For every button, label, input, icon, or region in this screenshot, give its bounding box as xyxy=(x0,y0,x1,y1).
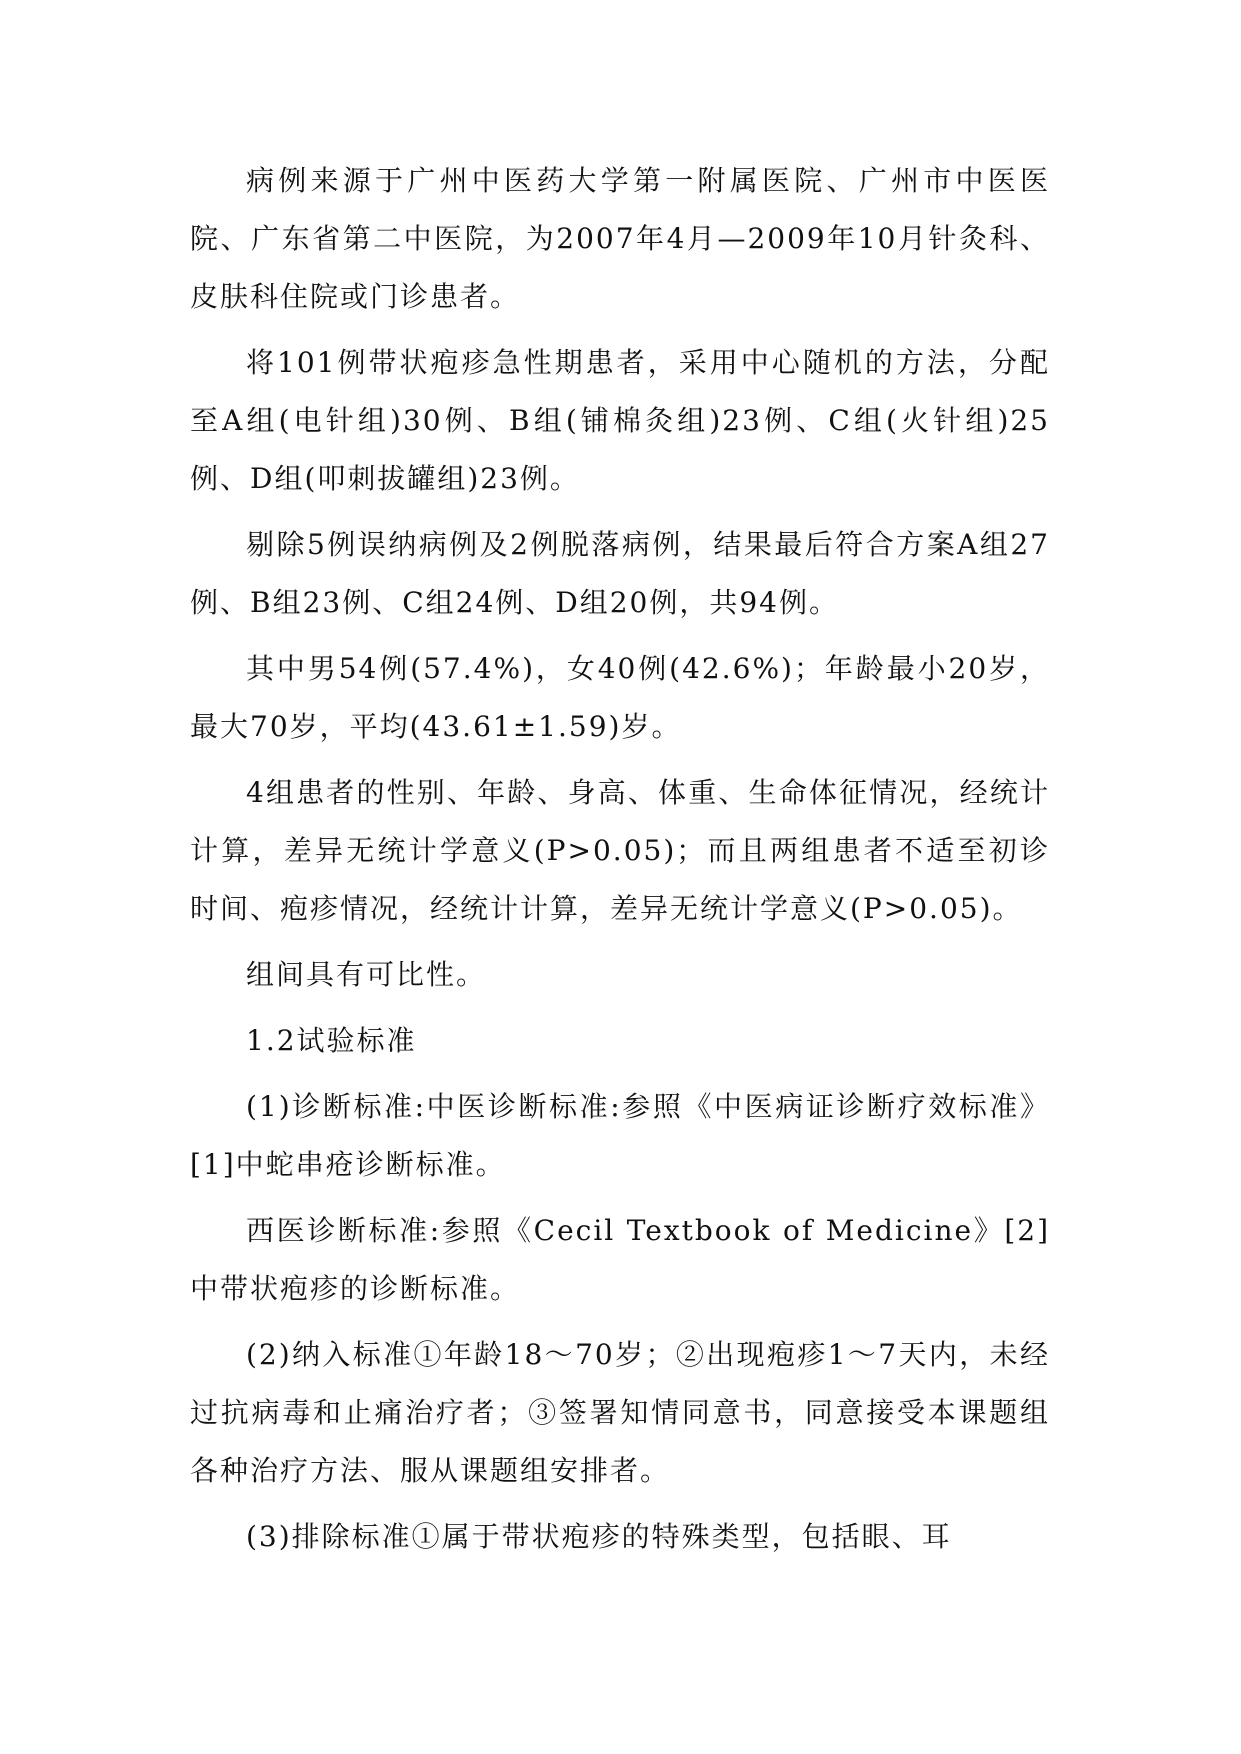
paragraph-inclusion-criteria: (2)纳入标准①年龄18～70岁；②出现疱疹1～7天内，未经过抗病毒和止痛治疗者；③签署知情同意书，同意接受本课题组各种治疗方法、服从课题组安排者。 xyxy=(190,1338,1050,1487)
paragraph-group-allocation: 将101例带状疱疹急性期患者，采用中心随机的方法，分配至A组(电针组)30例、B组(铺棉灸组)23例、C组(火针组)25例、D组(叩刺拔罐组)23例。 xyxy=(190,346,1050,495)
paragraph-exclusions: 剔除5例误纳病例及2例脱落病例，结果最后符合方案A组27例、B组23例、C组24例、D组20例，共94例。 xyxy=(190,528,1050,619)
paragraph-comparability: 组间具有可比性。 xyxy=(246,958,487,991)
paragraph-statistics: 4组患者的性别、年龄、身高、体重、生命体征情况，经统计计算，差异无统计学意义(P>0.05)；而且两组患者不适至初诊时间、疱疹情况，经统计计算，差异无统计学意义(P>0.05)。 xyxy=(190,776,1050,925)
document-body xyxy=(190,152,1050,1574)
paragraph-tcm-diagnosis: (1)诊断标准:中医诊断标准:参照《中医病证诊断疗效标准》[1]中蛇串疮诊断标准。 xyxy=(190,1090,1050,1181)
paragraph-demographics: 其中男54例(57.4%)，女40例(42.6%)；年龄最小20岁，最大70岁，平均(43.61±1.59)岁。 xyxy=(190,652,1050,743)
paragraph-exclusion-criteria: (3)排除标准①属于带状疱疹的特殊类型，包括眼、耳 xyxy=(246,1520,952,1553)
paragraph-western-diagnosis: 西医诊断标准:参照《Cecil Textbook of Medicine》[2]中带状疱疹的诊断标准。 xyxy=(190,1214,1050,1305)
paragraph-case-source: 病例来源于广州中医药大学第一附属医院、广州市中医医院、广东省第二中医院，为2007年4月—2009年10月针灸科、皮肤科住院或门诊患者。 xyxy=(190,164,1050,313)
section-heading-trial-standards: 1.2试验标准 xyxy=(246,1024,417,1057)
